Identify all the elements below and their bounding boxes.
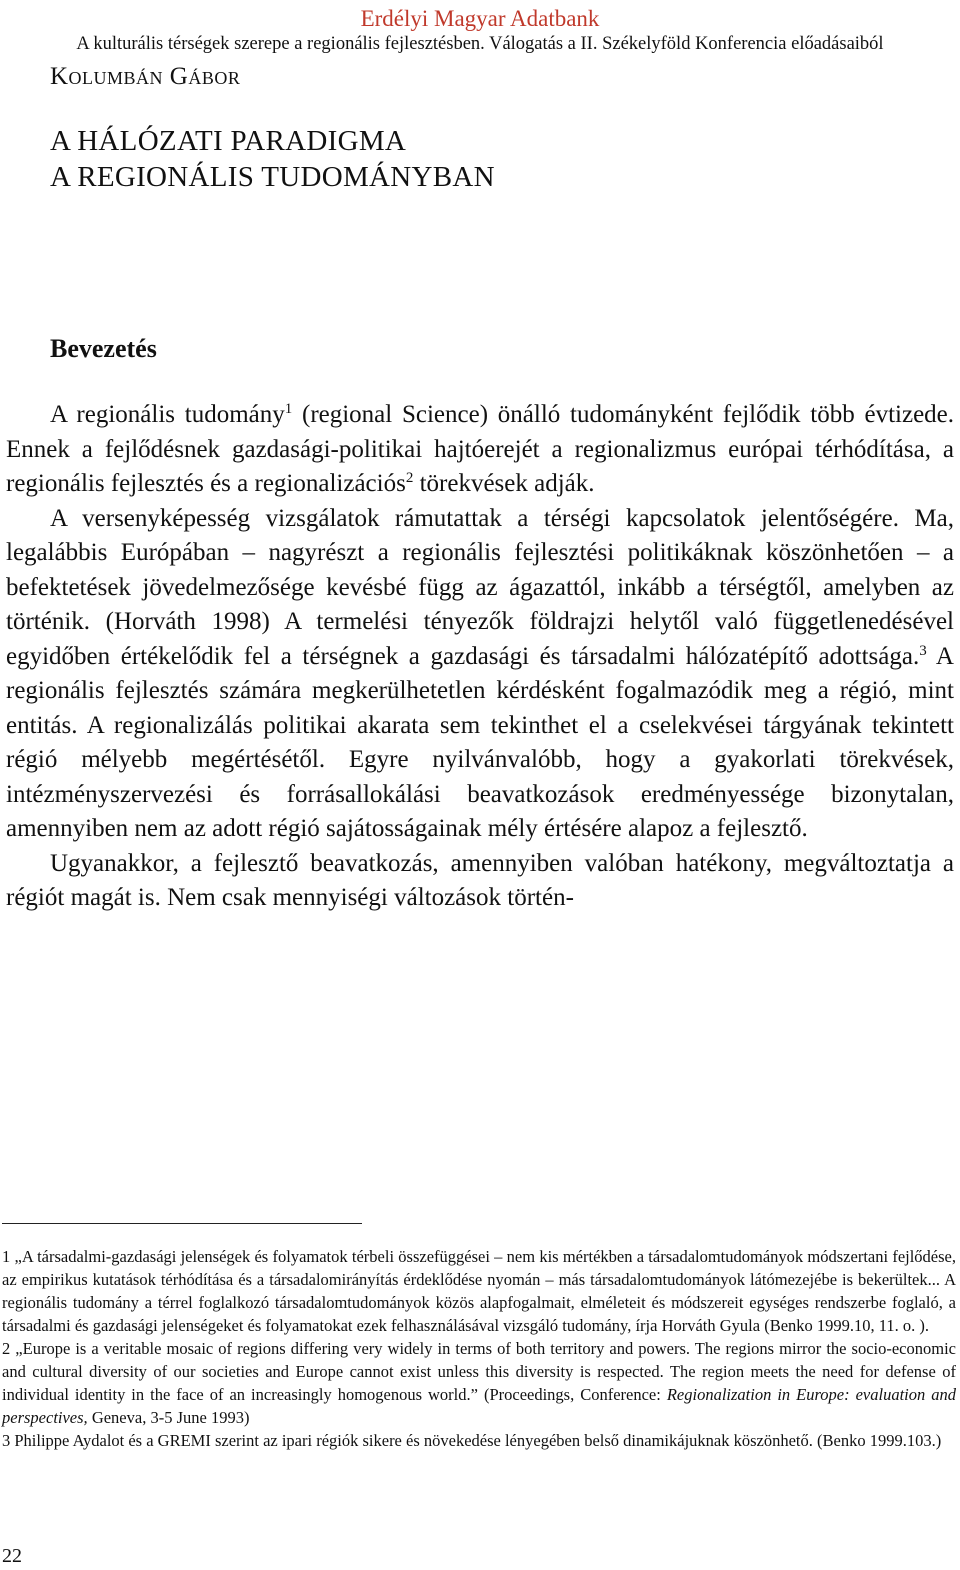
source-header: Erdélyi Magyar Adatbank <box>360 6 600 31</box>
paragraph-2-text-a: A versenyképesség vizsgálatok rámutattak a térségi kapcsolatok jelentőségére. Ma, legalábbis Európában – nagyrészt a regionális fejlesztési politikáknak köszönhetően – a befektetések jövedelmezősége kevésbé függ az ágazattól, inkább a térségtől, amelyben az történik. (Horváth 1998) A termelési tényezők földrajzi helytől való függetlenedésével egyidőben értékelődik fel a térségnek a gazdasági és társadalmi hálózatépítő adottsága. <box>6 504 954 670</box>
footnote-2-italic: Regionalization in Europe: evaluation and perspectives, <box>2 1385 956 1427</box>
footnote-2-text-a: 2 „Europe is a veritable mosaic of regions differing very widely in terms of both territory and powers. The regions mirror the socio-economic and cultural diversity of our societies and Europe cannot exist unless this diversity is respected. The region meets the need for defense of individual identity in the face of an increasingly homogenous world.” (Proceedings, Conference: <box>2 1339 956 1404</box>
paragraph-1 <box>6 398 954 502</box>
footnotes <box>2 1245 956 1452</box>
footnote-2-text-b: Geneva, 3-5 June 1993) <box>87 1408 250 1427</box>
title-line-1: A HÁLÓZATI PARADIGMA <box>50 125 407 157</box>
paragraph-3: Ugyanakkor, a fejlesztő beavatkozás, amennyiben valóban hatékony, megváltoztatja a régiót magát is. Nem csak mennyiségi változások történ- <box>6 849 954 911</box>
footnote-ref-3[interactable]: 3 <box>919 642 927 659</box>
footnote-3: 3 Philippe Aydalot és a GREMI szerint az ipari régiók sikere és növekedése lényegében belső dinamikájuknak köszönhető. (Benko 1999.103.) <box>2 1431 942 1450</box>
title-line-2: A REGIONÁLIS TUDOMÁNYBAN <box>50 161 495 193</box>
page-number: 22 <box>2 1545 22 1567</box>
footnote-1: 1 „A társadalmi-gazdasági jelenségek és folyamatok térbeli összefüggései – nem kis mértékben a társadalomtudományok módszertani fejlődése, az empirikus kutatások térhódítása és a társadalomirányítás érdeklődése nyomán – más társadalomtudományok látómezejébe is bekerültek... A regionális tudomány a térrel foglalkozó társadalomtudományok közös alapfogalmait, elméleteit és módszereit egységes rendszerbe foglaló, a társadalmi és gazdasági jelenségeket és folyamatokat ezek felhasználásával vizsgáló tudomány, írja Horváth Gyula (Benko 1999.10, 11. o. ). <box>2 1247 956 1335</box>
paragraph-2-text-b: A regionális fejlesztés számára megkerülhetetlen kérdésként fogalmazódik meg a régió, mint entitás. A regionalizálás politikai akarata sem tekinthet el a cselekvései tárgyának tekintett régió mélyebb megértésétől. Egyre nyilvánvalóbb, hogy a gyakorlati törekvések, intézményszervezési és forrásallokálási beavatkozások eredményessége bizonytalan, amennyiben nem az adott régió sajátosságainak mély értésére alapoz a fejlesztő. <box>6 642 954 842</box>
footnote-separator <box>2 1223 362 1224</box>
paragraph-1-text-c: törekvések adják. <box>413 470 595 497</box>
paragraph-1-text-b: (regional Science) önálló tudományként fejlődik több évtizede. Ennek a fejlődésnek gazdasági-politikai hajtóerejét a regionalizmus európai térhódítása, a regionális fejlesztés és a regionalizációs <box>6 401 955 497</box>
body-text <box>6 398 954 916</box>
book-header: A kulturális térségek szerepe a regionális fejlesztésben. Válogatás a II. Székelyföld Konferencia előadásaiból <box>76 34 884 54</box>
footnote-2 <box>2 1337 956 1429</box>
author-name: Kolumbán Gábor <box>50 63 241 90</box>
section-heading: Bevezetés <box>50 334 157 363</box>
footnote-ref-1[interactable]: 1 <box>284 401 293 417</box>
footnote-ref-2[interactable]: 2 <box>405 470 414 486</box>
paragraph-2 <box>6 502 954 847</box>
paragraph-1-text-a: A regionális tudomány <box>50 401 285 428</box>
